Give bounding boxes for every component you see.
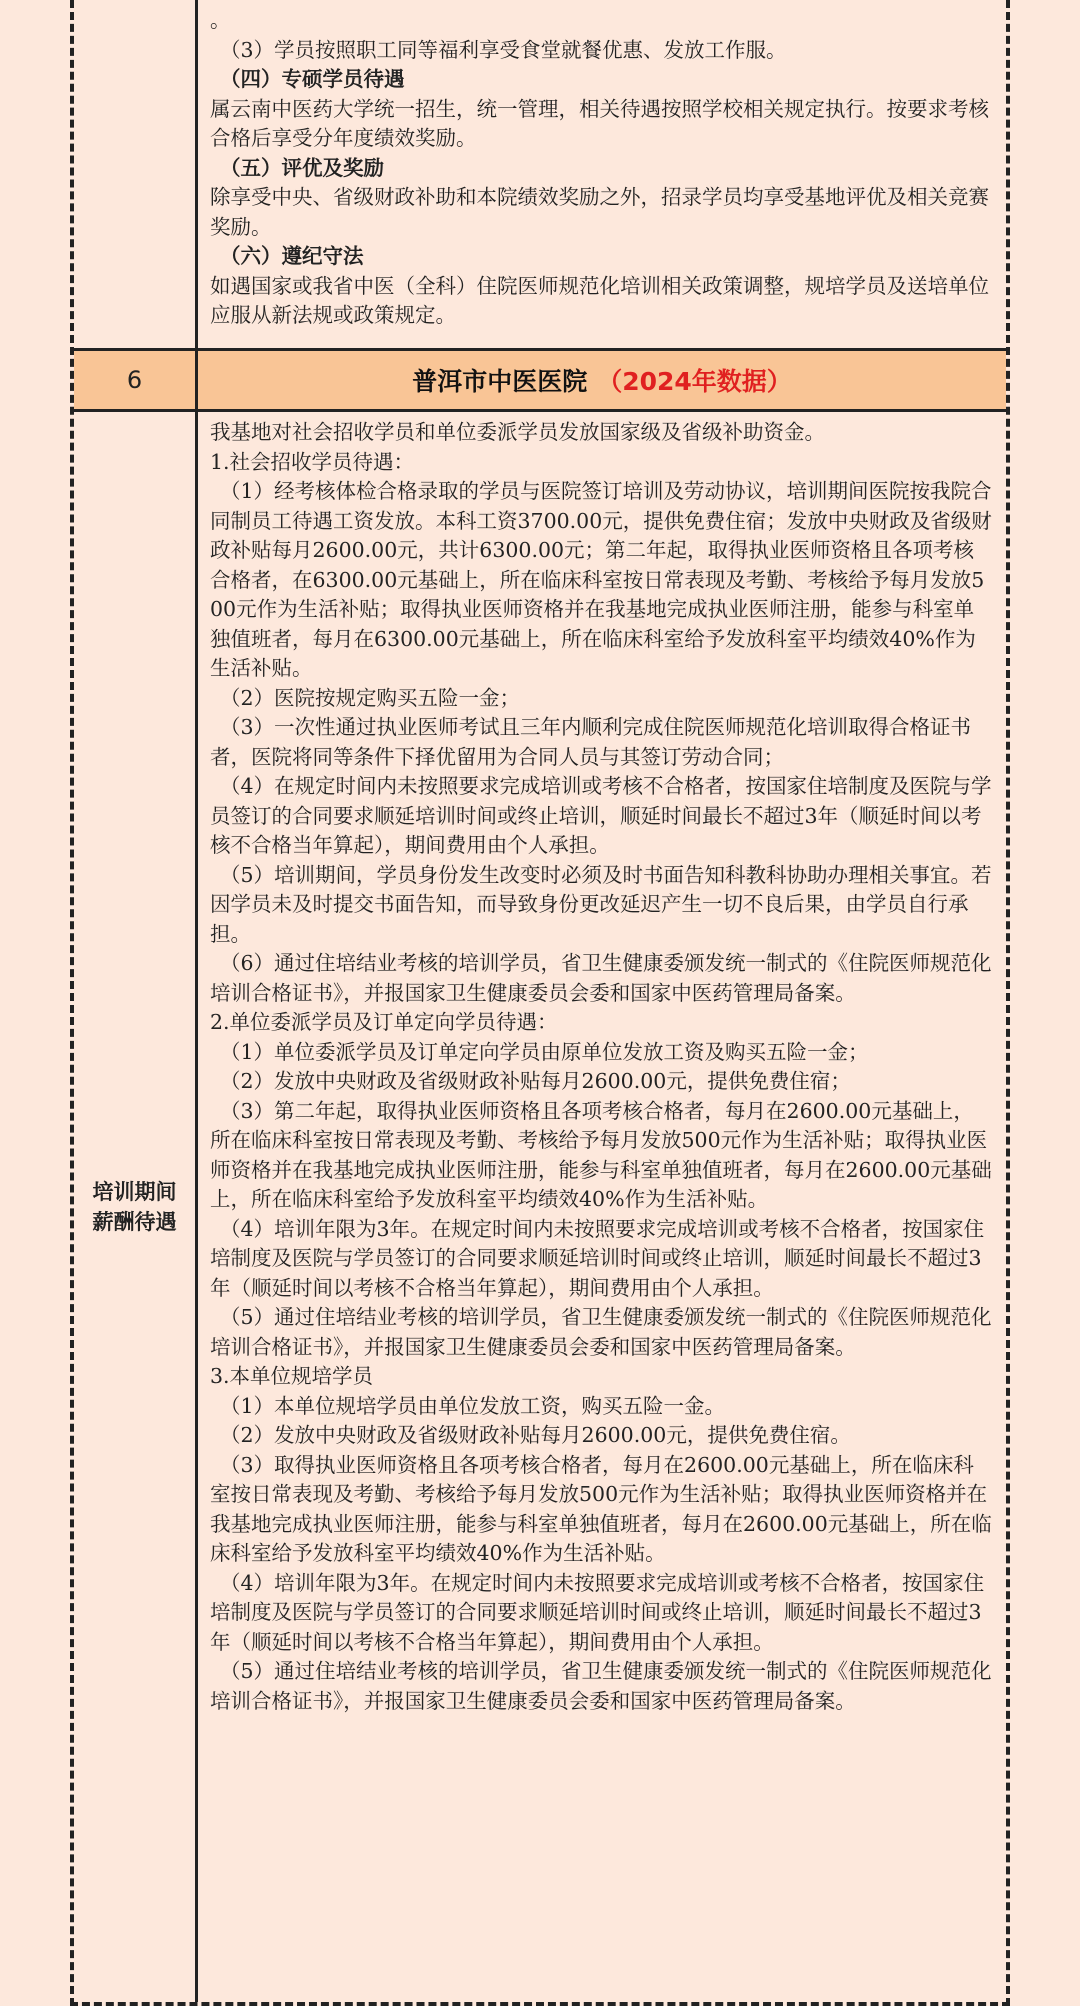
- paragraph-item: （1）单位委派学员及订单定向学员由原单位发放工资及购买五险一金；: [220, 1039, 869, 1064]
- section-heading: （四）专硕学员待遇: [220, 67, 405, 91]
- hospital-name: 普洱市中医医院: [412, 367, 588, 396]
- hospital-index: 6: [126, 366, 143, 394]
- paragraph: 2.单位委派学员及订单定向学员待遇：: [210, 1010, 558, 1034]
- prev-section-row: [74, 0, 1006, 348]
- paragraph-item: （5）通过住培结业考核的培训学员，省卫生健康委颁发统一制式的《住院医师规范化培训合格证书》，并报国家卫生健康委员会委和国家中医药管理局备案。: [210, 1305, 992, 1359]
- paragraph: 属云南中医药大学统一招生，统一管理，相关待遇按照学校相关规定执行。按要求考核合格后享受分年度绩效奖励。: [210, 96, 989, 150]
- paragraph-item: （5）通过住培结业考核的培训学员，省卫生健康委颁发统一制式的《住院医师规范化培训合格证书》，并报国家卫生健康委员会委和国家中医药管理局备案。: [210, 1659, 992, 1713]
- prev-section-left-cell: [74, 0, 198, 348]
- paragraph: 除享受中央、省级财政补助和本院绩效奖励之外，招录学员均享受基地评优及相关竞赛奖励。: [210, 185, 989, 239]
- paragraph-item: （3）一次性通过执业医师考试且三年内顺利完成住院医师规范化培训取得合格证书者，医院将同等条件下择优留用为合同人员与其签订劳动合同；: [210, 715, 972, 769]
- paragraph: 3.本单位规培学员: [210, 1364, 374, 1388]
- hospital-title-cell: [198, 351, 1006, 409]
- salary-label-cell: [74, 412, 198, 2002]
- paragraph-item: （2）发放中央财政及省级财政补贴每月2600.00元，提供免费住宿；: [220, 1069, 851, 1093]
- paragraph-item: （4）在规定时间内未按照要求完成培训或考核不合格者，按国家住培制度及医院与学员签订的合同要求顺延培训时间或终止培训，顺延时间最长不超过3年（顺延时间以考核不合格当年算起），期间费用由个人承担。: [210, 774, 992, 857]
- paragraph-item: （5）培训期间，学员身份发生改变时必须及时书面告知科教科协助办理相关事宜。若因学员未及时提交书面告知，而导致身份更改延迟产生一切不良后果，由学员自行承担。: [210, 862, 992, 946]
- salary-row: [74, 409, 1006, 2002]
- policy-table: [70, 0, 1010, 2006]
- section-heading: （六）遵纪守法: [220, 244, 364, 268]
- paragraph-item: （4）培训年限为3年。在规定时间内未按照要求完成培训或考核不合格者，按国家住培制度及医院与学员签订的合同要求顺延培训时间或终止培训，顺延时间最长不超过3年（顺延时间以考核不合格当年算起），期间费用由个人承担。: [210, 1216, 985, 1300]
- paragraph-item: （3）第二年起，取得执业医师资格且各项考核合格者，每月在2600.00元基础上，所在临床科室按日常表现及考勤、考核给予每月发放500元作为生活补贴；取得执业医师资格并在我基地完成执业医师注册，能参与科室单独值班者，每月在2600.00元基础上，所在临床科室给予发放科室平均绩效40%作为生活补贴。: [210, 1098, 992, 1211]
- paragraph-item: （1）本单位规培学员由单位发放工资，购买五险一金。: [220, 1393, 726, 1418]
- paragraph-item: （3）取得执业医师资格且各项考核合格者，每月在2600.00元基础上，所在临床科室按日常表现及考勤、考核给予每月发放500元作为生活补贴；取得执业医师资格并在我基地完成执业医师注册，能参与科室单独值班者，每月在2600.00元基础上，所在临床科室给予发放科室平均绩效40%作为生活补贴。: [210, 1452, 992, 1565]
- hospital-year-note: （2024年数据）: [597, 367, 792, 396]
- salary-content: [198, 412, 1006, 2002]
- section-heading: （五）评优及奖励: [220, 155, 384, 180]
- hospital-header-row: [74, 348, 1006, 409]
- paragraph: 。: [210, 8, 231, 32]
- paragraph-item: （3）学员按照职工同等福利享受食堂就餐优惠、发放工作服。: [220, 37, 787, 62]
- paragraph: 我基地对社会招收学员和单位委派学员发放国家级及省级补助资金。: [210, 420, 825, 444]
- paragraph-item: （1）经考核体检合格录取的学员与医院签订培训及劳动协议，培训期间医院按我院合同制员工待遇工资发放。本科工资3700.00元，提供免费住宿；发放中央财政及省级财政补贴每月2600.00元，共计6300.00元；第二年起，取得执业医师资格且各项考核合格者，在6300.00元基础上，所在临床科室按日常表现及考勤、考核给予每月发放500元作为生活补贴；取得执业医师资格并在我基地完成执业医师注册，能参与科室单独值班者，每月在6300.00元基础上，所在临床科室给予发放科室平均绩效40%作为生活补贴。: [210, 479, 992, 680]
- paragraph-item: （2）医院按规定购买五险一金；: [220, 685, 521, 710]
- paragraph: 如遇国家或我省中医（全科）住院医师规范化培训相关政策调整，规培学员及送培单位应服从新法规或政策规定。: [210, 273, 989, 327]
- paragraph-item: （6）通过住培结业考核的培训学员，省卫生健康委颁发统一制式的《住院医师规范化培训合格证书》，并报国家卫生健康委员会委和国家中医药管理局备案。: [210, 951, 992, 1005]
- prev-section-content: [198, 0, 1006, 348]
- salary-label: 培训期间薪酬待遇: [92, 1180, 177, 1234]
- paragraph-item: （2）发放中央财政及省级财政补贴每月2600.00元，提供免费住宿。: [220, 1423, 851, 1447]
- paragraph: 1.社会招收学员待遇：: [210, 449, 415, 474]
- paragraph-item: （4）培训年限为3年。在规定时间内未按照要求完成培训或考核不合格者，按国家住培制度及医院与学员签订的合同要求顺延培训时间或终止培训，顺延时间最长不超过3年（顺延时间以考核不合格当年算起），期间费用由个人承担。: [210, 1570, 985, 1654]
- hospital-index-cell: [74, 351, 198, 409]
